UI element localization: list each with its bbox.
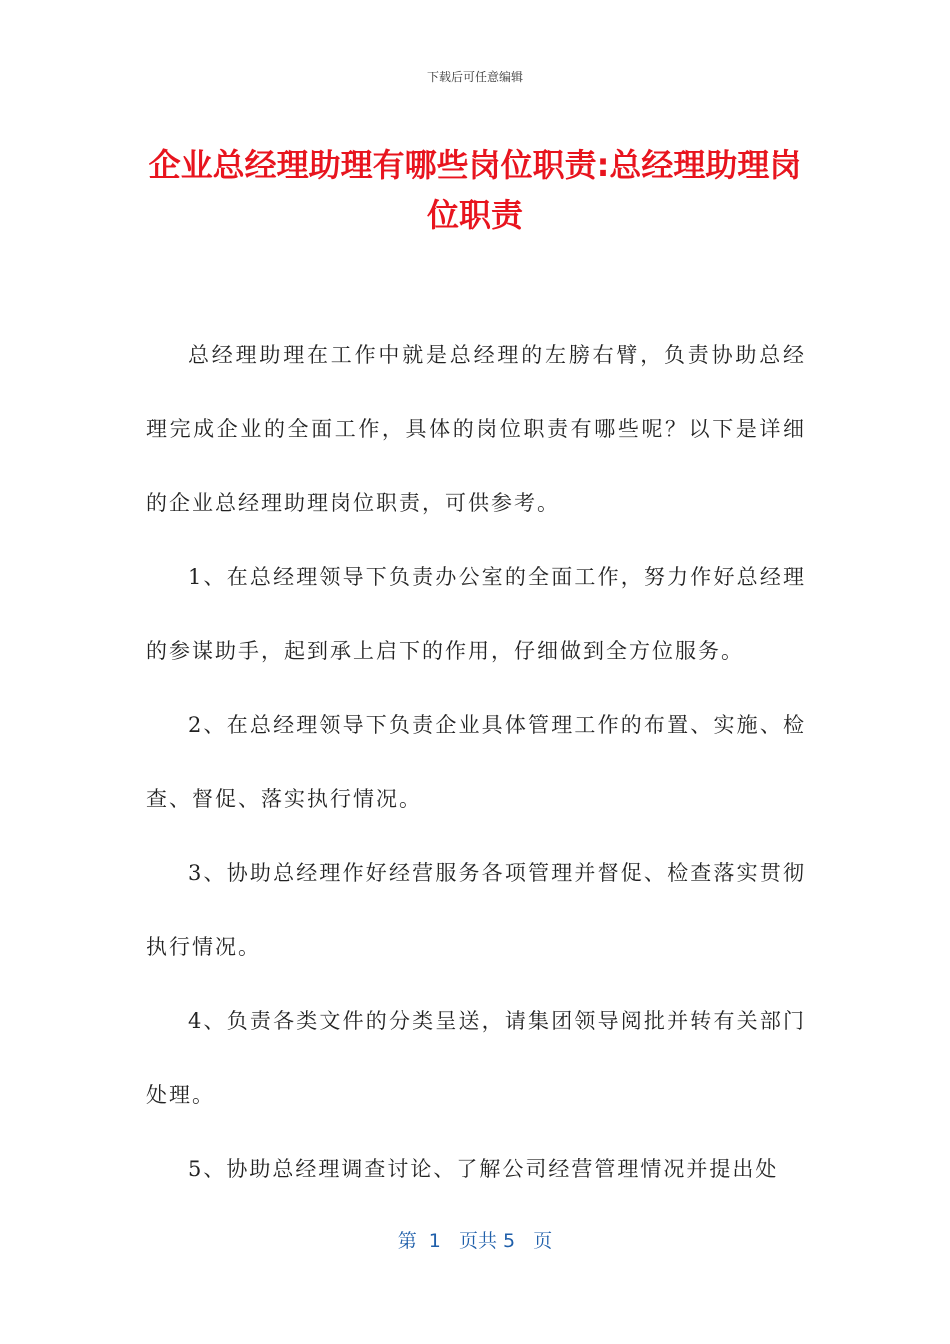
- duty-item-5: 5、协助总经理调查讨论、了解公司经营管理情况并提出处: [188, 1157, 779, 1181]
- duty-item-1: 1、在总经理领导下负责办公室的全面工作，努力作好总经理的参谋助手，起到承上启下的作用，仔细做到全方位服务。: [146, 565, 806, 663]
- duty-item-4: 4、负责各类文件的分类呈送，请集团领导阅批并转有关部门处理。: [146, 1009, 806, 1107]
- page-number-footer: 第 1 页共 5 页: [397, 1230, 553, 1252]
- duty-item-3: 3、协助总经理作好经营服务各项管理并督促、检查落实贯彻执行情况。: [146, 861, 806, 959]
- duty-item-2: 2、在总经理领导下负责企业具体管理工作的布置、实施、检查、督促、落实执行情况。: [146, 713, 806, 811]
- header-note: 下载后可任意编辑: [426, 70, 523, 84]
- document-body: [146, 318, 806, 1206]
- intro-paragraph: 总经理助理在工作中就是总经理的左膀右臂，负责协助总经理完成企业的全面工作，具体的岗位职责有哪些呢？以下是详细的企业总经理助理岗位职责，可供参考。: [146, 343, 806, 515]
- document-title: 企业总经理助理有哪些岗位职责:总经理助理岗位职责: [148, 146, 802, 234]
